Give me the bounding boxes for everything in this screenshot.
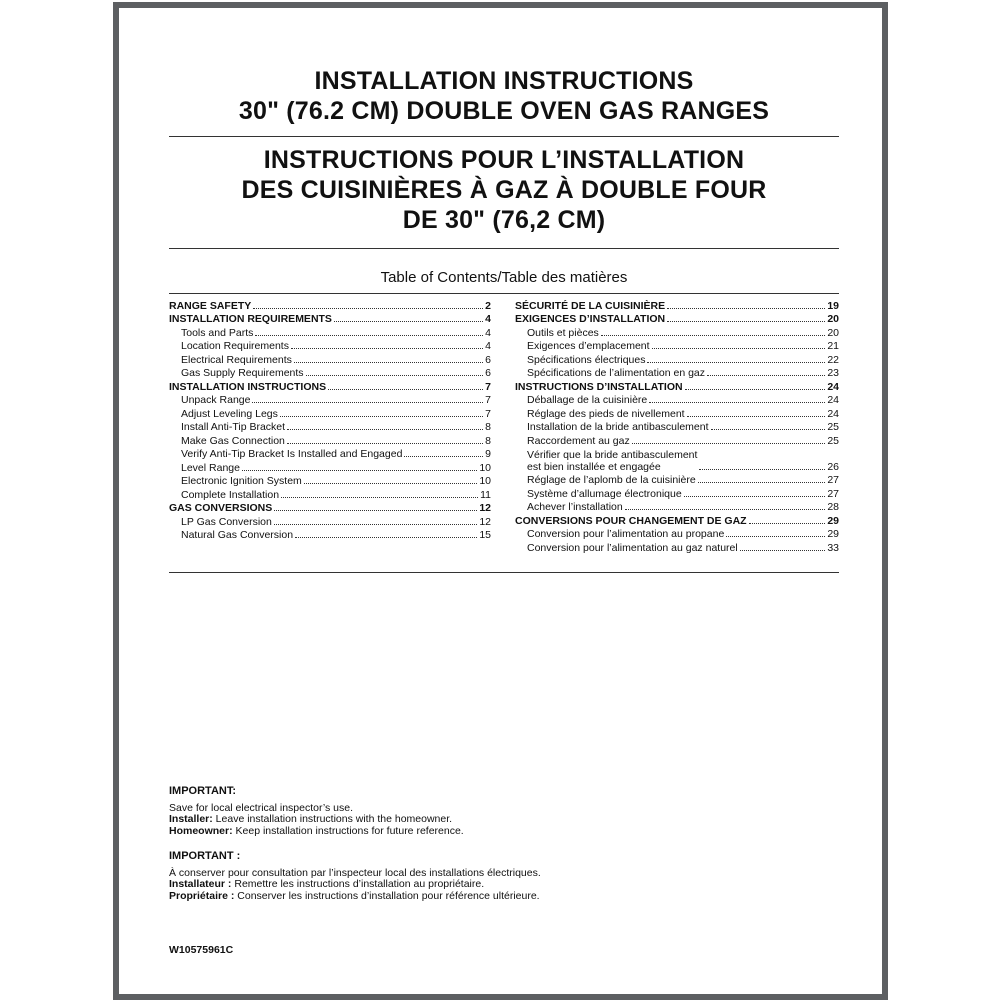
important-english <box>169 786 769 837</box>
toc-entry <box>169 406 491 420</box>
toc-entry-label: Réglage de l’aplomb de la cuisinière <box>527 474 696 486</box>
title-french <box>169 145 839 235</box>
toc-entry <box>515 366 839 380</box>
installer-label: Installateur : <box>169 878 232 890</box>
toc-entry-label: LP Gas Conversion <box>181 515 272 528</box>
toc-entry-label: Conversion pour l’alimentation au propane <box>527 528 725 540</box>
toc-entry-label: Verify Anti-Tip Bracket Is Installed and Engaged <box>181 448 403 460</box>
toc-leader-dots <box>625 509 826 510</box>
toc-leader-dots <box>242 470 477 471</box>
toc-entry-page: 4 <box>485 313 491 325</box>
title-french-line: INSTRUCTIONS POUR L’INSTALLATION <box>263 146 745 174</box>
toc-entry-label: Réglage des pieds de nivellement <box>527 407 685 420</box>
toc-entry-label: Installation de la bride antibasculement <box>527 421 709 433</box>
toc-entry-label-line: Vérifier que la bride antibasculement <box>527 448 698 461</box>
important-line <box>169 826 769 838</box>
toc-entry <box>169 339 491 353</box>
toc-entry-page: 24 <box>827 394 839 406</box>
toc-leader-dots <box>274 524 477 525</box>
toc-entry <box>169 379 491 393</box>
toc-entry-label: INSTALLATION REQUIREMENTS <box>169 313 332 325</box>
toc-leader-dots <box>698 482 826 483</box>
toc-entry-page: 24 <box>827 407 839 420</box>
toc-entry-label: Unpack Range <box>181 394 251 406</box>
toc-leader-dots <box>649 402 825 403</box>
toc-entry <box>169 393 491 407</box>
toc-entry-label-line: est bien installée et engagée <box>527 460 661 473</box>
toc-entry-page: 29 <box>827 528 839 540</box>
toc-leader-dots <box>726 536 825 537</box>
important-french <box>169 851 769 902</box>
toc-entry <box>169 352 491 366</box>
toc-leader-dots <box>667 321 825 322</box>
toc-heading: Table of Contents/Table des matières <box>380 269 628 286</box>
toc-entry <box>169 366 491 380</box>
important-notes <box>169 786 769 902</box>
toc-leader-dots <box>647 362 825 363</box>
important-line: Save for local electrical inspector’s use. <box>169 801 354 814</box>
toc-leader-dots <box>652 348 826 349</box>
toc-entry-page: 7 <box>485 407 491 420</box>
important-heading: IMPORTANT: <box>169 785 237 797</box>
toc-entry-page: 19 <box>827 299 839 312</box>
toc-entry-label: Déballage de la cuisinière <box>527 394 648 406</box>
homeowner-label: Homeowner: <box>169 824 233 837</box>
toc-entry-page: 33 <box>827 541 839 554</box>
owner-text: Conserver les instructions d’installation pour référence ultérieure. <box>234 889 540 902</box>
toc-entry <box>515 393 839 407</box>
toc-entry-label: Spécifications de l’alimentation en gaz <box>527 367 706 379</box>
toc-leader-dots <box>601 335 826 336</box>
toc-entry <box>169 420 491 434</box>
toc-entry-page: 15 <box>479 529 491 541</box>
toc-entry-page: 20 <box>827 326 839 339</box>
toc-entry <box>169 298 491 312</box>
toc-entry <box>515 339 839 353</box>
toc-entry-label: Conversion pour l’alimentation au gaz naturel <box>527 541 738 554</box>
toc-entry <box>169 447 491 461</box>
toc-entry <box>515 325 839 339</box>
toc-entry-page: 23 <box>827 367 839 379</box>
toc-leader-dots <box>294 362 483 363</box>
toc-entry <box>515 447 839 473</box>
toc-leader-dots <box>334 321 483 322</box>
toc-leader-dots <box>740 550 826 551</box>
toc-entry <box>515 312 839 326</box>
toc-leader-dots <box>632 443 826 444</box>
toc-leader-dots <box>253 308 483 309</box>
toc-leader-dots <box>274 510 477 511</box>
toc-leader-dots <box>295 537 477 538</box>
toc-leader-dots <box>687 416 826 417</box>
toc-entry-page: 6 <box>485 353 491 366</box>
document-number: W10575961C <box>169 944 234 956</box>
toc-entry <box>169 514 491 528</box>
toc-leader-dots <box>684 496 826 497</box>
toc-entry-label: Système d’allumage électronique <box>527 487 682 500</box>
toc-entry-label: Natural Gas Conversion <box>181 529 294 541</box>
toc-leader-dots <box>667 308 825 309</box>
toc-leader-dots <box>328 389 483 390</box>
toc-leader-dots <box>304 483 478 484</box>
toc-entry-label: RANGE SAFETY <box>169 299 252 312</box>
toc-leader-dots <box>280 416 483 417</box>
toc-entry-label: Adjust Leveling Legs <box>181 407 278 420</box>
toc-entry <box>169 474 491 488</box>
toc-entry <box>169 460 491 474</box>
toc-entry <box>169 433 491 447</box>
toc-entry-page: 24 <box>827 380 839 393</box>
toc-leader-dots <box>255 335 483 336</box>
toc-entry <box>515 527 839 541</box>
toc-entry-label: Install Anti-Tip Bracket <box>181 421 286 433</box>
owner-label: Propriétaire : <box>169 889 235 902</box>
toc-entry-label: Tools and Parts <box>181 326 254 339</box>
toc-entry-label: Electrical Requirements <box>181 353 292 366</box>
toc-entry <box>515 406 839 420</box>
toc-entry <box>169 487 491 501</box>
installer-text: Remettre les instructions d’installation au propriétaire. <box>231 878 485 890</box>
toc-leader-dots <box>404 456 483 457</box>
toc-entry <box>515 513 839 527</box>
toc-entry-page: 7 <box>485 394 491 406</box>
toc-entry-label: Outils et pièces <box>527 326 599 339</box>
toc-entry <box>169 528 491 542</box>
toc-leader-dots <box>287 443 483 444</box>
toc-entry-page: 12 <box>479 502 491 514</box>
toc-leader-dots <box>252 402 483 403</box>
document-page <box>113 2 888 1000</box>
toc-entry-page: 6 <box>485 367 491 379</box>
toc-entry-page: 27 <box>827 487 839 500</box>
toc-entry <box>515 298 839 312</box>
toc-entry-page: 2 <box>485 299 491 312</box>
toc-entry <box>515 486 839 500</box>
toc-entry-label: Location Requirements <box>181 340 289 352</box>
toc-entry-page: 10 <box>479 461 491 474</box>
toc-leader-dots <box>711 429 826 430</box>
toc-entry <box>169 325 491 339</box>
toc-entry-label <box>527 449 697 473</box>
toc-entry-page: 27 <box>827 474 839 486</box>
title-english <box>169 66 839 126</box>
toc-entry-label: EXIGENCES D’INSTALLATION <box>515 313 666 325</box>
toc-entry-page: 12 <box>479 515 491 528</box>
toc-entry-label: Spécifications électriques <box>527 353 646 366</box>
toc-entry <box>515 420 839 434</box>
title-english-line: 30" (76.2 CM) DOUBLE OVEN GAS RANGES <box>238 97 770 125</box>
divider <box>169 136 839 137</box>
toc-column-french <box>515 298 839 554</box>
installer-label: Installer: <box>169 813 213 825</box>
toc-leader-dots <box>306 375 484 376</box>
toc-leader-dots <box>281 497 478 498</box>
toc-leader-dots <box>749 523 826 524</box>
toc-entry-label: Raccordement au gaz <box>527 434 630 447</box>
toc-entry-label: Level Range <box>181 461 240 474</box>
toc-entry <box>169 501 491 515</box>
toc-entry-page: 22 <box>827 353 839 366</box>
homeowner-text: Keep installation instructions for future reference. <box>232 824 464 837</box>
toc-entry <box>515 540 839 554</box>
toc-entry-page: 9 <box>485 448 491 460</box>
toc-entry-label: GAS CONVERSIONS <box>169 502 273 514</box>
installer-text: Leave installation instructions with the homeowner. <box>212 813 453 825</box>
toc-entry <box>515 352 839 366</box>
toc-entry-page: 7 <box>485 380 491 393</box>
toc-entry-page: 4 <box>485 340 491 352</box>
toc-entry-label: INSTRUCTIONS D’INSTALLATION <box>515 380 683 393</box>
toc-entry-page: 25 <box>827 421 839 433</box>
toc-entry-label: CONVERSIONS POUR CHANGEMENT DE GAZ <box>515 514 747 527</box>
toc-column-english <box>169 298 491 541</box>
important-line: À conserver pour consultation par l’inspecteur local des installations électriques. <box>169 866 541 879</box>
toc-entry-label: Exigences d’emplacement <box>527 340 650 352</box>
toc-entry <box>169 312 491 326</box>
toc-entry-label: INSTALLATION INSTRUCTIONS <box>169 380 327 393</box>
toc-entry-page: 11 <box>480 488 491 501</box>
toc-entry-page: 8 <box>485 421 491 433</box>
toc-entry <box>515 433 839 447</box>
important-line <box>169 891 769 903</box>
toc-entry-page: 20 <box>827 313 839 325</box>
toc-entry-label: Achever l’installation <box>527 501 623 513</box>
toc-entry-page: 10 <box>479 475 491 487</box>
divider <box>169 572 839 573</box>
toc-entry-page: 21 <box>827 340 839 352</box>
toc-leader-dots <box>287 429 483 430</box>
title-french-line: DES CUISINIÈRES À GAZ À DOUBLE FOUR <box>241 176 767 204</box>
toc-entry-page: 8 <box>485 434 491 447</box>
title-french-line: DE 30" (76,2 CM) <box>402 206 606 234</box>
divider <box>169 293 839 294</box>
toc-entry <box>515 379 839 393</box>
toc-entry-page: 29 <box>827 514 839 527</box>
important-heading: IMPORTANT : <box>169 850 241 862</box>
toc-entry-page: 25 <box>827 434 839 447</box>
toc-entry <box>515 500 839 514</box>
toc-entry-label: Make Gas Connection <box>181 434 285 447</box>
toc-entry-page: 28 <box>827 501 839 513</box>
divider <box>169 248 839 249</box>
toc-entry-page: 26 <box>827 460 839 473</box>
toc-entry-page: 4 <box>485 326 491 339</box>
toc-leader-dots <box>707 375 825 376</box>
toc-entry-label: SÉCURITÉ DE LA CUISINIÈRE <box>515 299 666 312</box>
toc-leader-dots <box>291 348 483 349</box>
toc-leader-dots <box>699 469 825 470</box>
toc-entry <box>515 473 839 487</box>
title-english-line: INSTALLATION INSTRUCTIONS <box>314 67 694 95</box>
toc-entry-label: Gas Supply Requirements <box>181 367 304 379</box>
toc-leader-dots <box>685 389 826 390</box>
toc-entry-label: Electronic Ignition System <box>181 475 302 487</box>
toc-entry-label: Complete Installation <box>181 488 280 501</box>
